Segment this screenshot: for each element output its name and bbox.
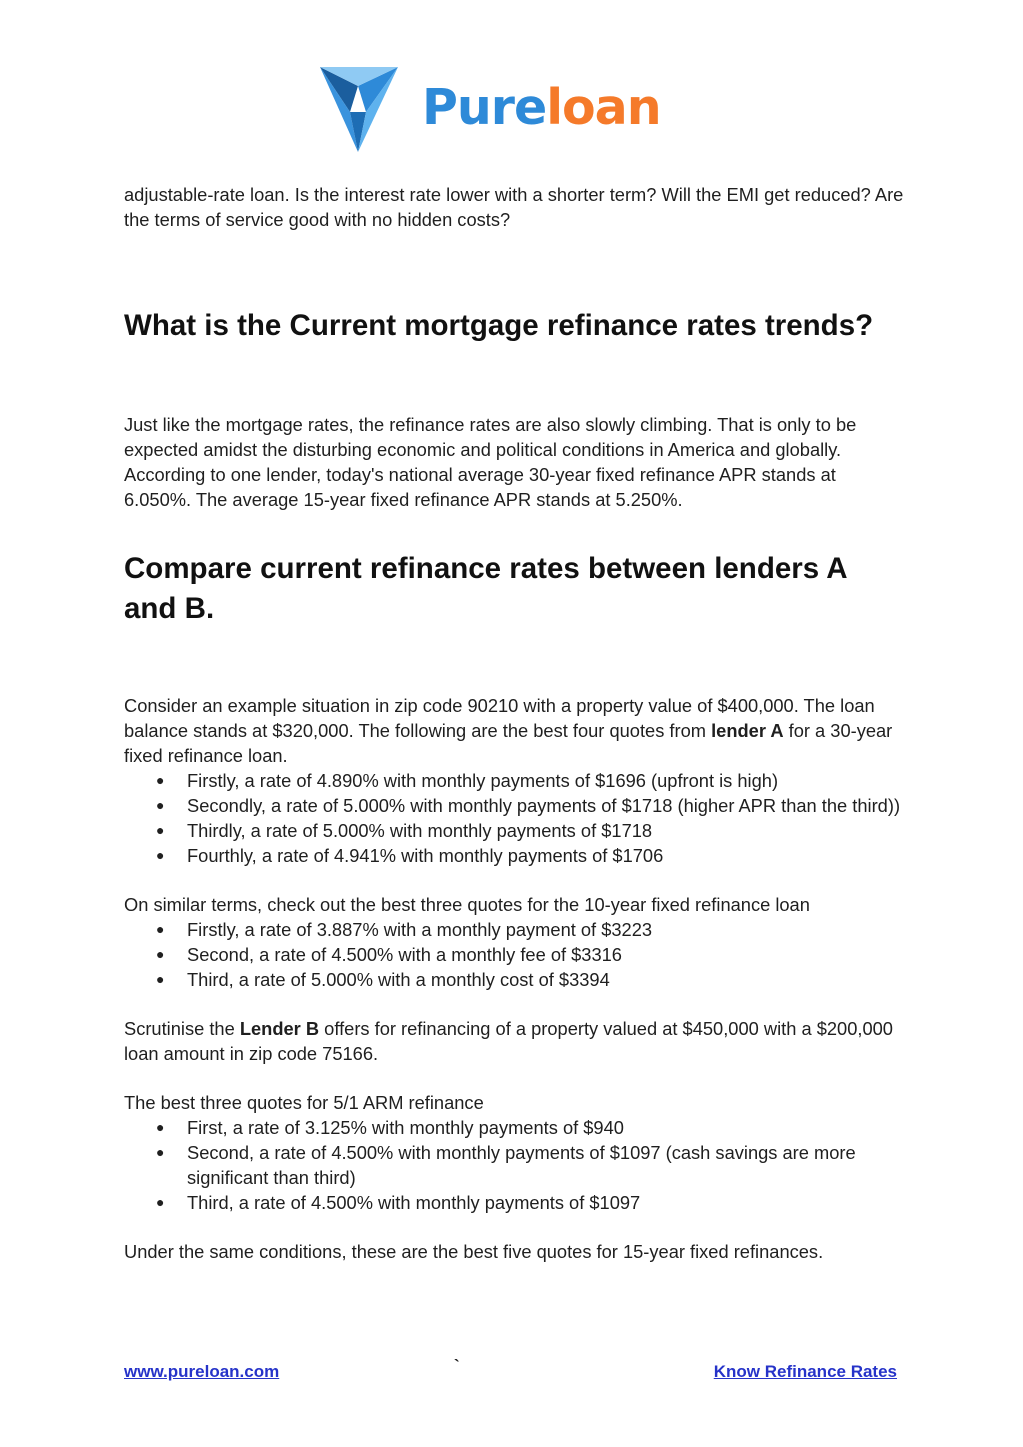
lender-b-intro [124, 1016, 904, 1066]
list-item-text: Firstly, a rate of 4.890% with monthly payments of $1696 (upfront is high) [187, 770, 779, 791]
lender-a-name: lender A [711, 720, 784, 741]
footer-tick-mark: ` [454, 1356, 460, 1375]
list-item [124, 967, 904, 992]
list-item-text: Third, a rate of 5.000% with a monthly cost of $3394 [187, 969, 610, 990]
list-item-text: Thirdly, a rate of 5.000% with monthly payments of $1718 [187, 820, 653, 841]
list-item-text: Fourthly, a rate of 4.941% with monthly payments of $1706 [187, 845, 664, 866]
bullet-icon: ● [156, 1194, 165, 1210]
ten-year-intro: On similar terms, check out the best three quotes for the 10-year fixed refinance loan [124, 894, 810, 915]
list-item [124, 1190, 904, 1215]
lender-b-intro-pre: Scrutinise the [124, 1018, 240, 1039]
lender-b-intro-post: offers for refinancing of a property valued at $450,000 with a $200,000 loan amount in zip code 75166. [124, 1018, 893, 1064]
heading-compare-lenders: Compare current refinance rates between lenders A and B. [124, 552, 847, 625]
bullet-icon: ● [156, 921, 165, 937]
list-item [124, 1115, 904, 1140]
page-footer [124, 1356, 897, 1388]
bullet-icon: ● [156, 1144, 165, 1160]
list-item [124, 942, 904, 967]
brand-word-part1: Pure [422, 79, 547, 136]
fifteen-year-intro: Under the same conditions, these are the best five quotes for 15-year fixed refinances. [124, 1241, 824, 1262]
bullet-icon: ● [156, 971, 165, 987]
lender-a-intro-post: for a 30-year fixed refinance loan. [124, 720, 893, 766]
list-item-text: Second, a rate of 4.500% with a monthly fee of $3316 [187, 944, 622, 965]
list-item [124, 768, 904, 793]
list-item-text: Third, a rate of 4.500% with monthly payments of $1097 [187, 1192, 641, 1213]
bullet-icon: ● [156, 822, 165, 838]
intro-paragraph: adjustable-rate loan. Is the interest rate lower with a shorter term? Will the EMI get reduced? Are the terms of service good with no hidden costs? [124, 184, 904, 230]
footer-refinance-rates-link[interactable]: Know Refinance Rates [713, 1362, 897, 1381]
lender-a-30yr-list [124, 768, 904, 868]
brand-wordmark [422, 72, 661, 144]
list-item [124, 917, 904, 942]
list-item [124, 843, 904, 868]
bullet-icon: ● [156, 797, 165, 813]
list-item [124, 793, 904, 818]
bullet-icon: ● [156, 847, 165, 863]
document-body [124, 182, 904, 1264]
list-item [124, 1140, 904, 1190]
lender-a-intro-pre: Consider an example situation in zip code 90210 with a property value of $400,000. The loan balance stands at $320,000. The following are the best four quotes from [124, 695, 875, 741]
lender-b-arm-list [124, 1115, 904, 1215]
list-item-text: Firstly, a rate of 3.887% with a monthly payment of $3223 [187, 919, 653, 940]
list-item-text: Secondly, a rate of 5.000% with monthly payments of $1718 (higher APR than the third)) [187, 795, 901, 816]
bullet-icon: ● [156, 1119, 165, 1135]
bullet-icon: ● [156, 946, 165, 962]
lender-a-intro [124, 693, 904, 768]
footer-website-link[interactable]: www.pureloan.com [124, 1362, 280, 1381]
arm-intro: The best three quotes for 5/1 ARM refinance [124, 1092, 484, 1113]
brand-word-part2: loan [546, 79, 661, 136]
list-item-text: Second, a rate of 4.500% with monthly payments of $1097 (cash savings are more significant than third) [187, 1142, 856, 1188]
triangle-logo-mark-icon [320, 64, 400, 154]
trends-paragraph: Just like the mortgage rates, the refinance rates are also slowly climbing. That is only to be expected amidst the disturbing economic and political conditions in America and globally. According to one lender, today's national average 30-year fixed refinance APR stands at 6.050%. The average 15-year fixed refinance APR stands at 5.250%. [124, 414, 857, 510]
bullet-icon: ● [156, 772, 165, 788]
list-item [124, 818, 904, 843]
heading-current-trends: What is the Current mortgage refinance rates trends? [124, 309, 874, 342]
brand-logo [320, 64, 700, 156]
lender-a-10yr-list [124, 917, 904, 992]
list-item-text: First, a rate of 3.125% with monthly payments of $940 [187, 1117, 624, 1138]
lender-b-name: Lender B [239, 1018, 320, 1039]
